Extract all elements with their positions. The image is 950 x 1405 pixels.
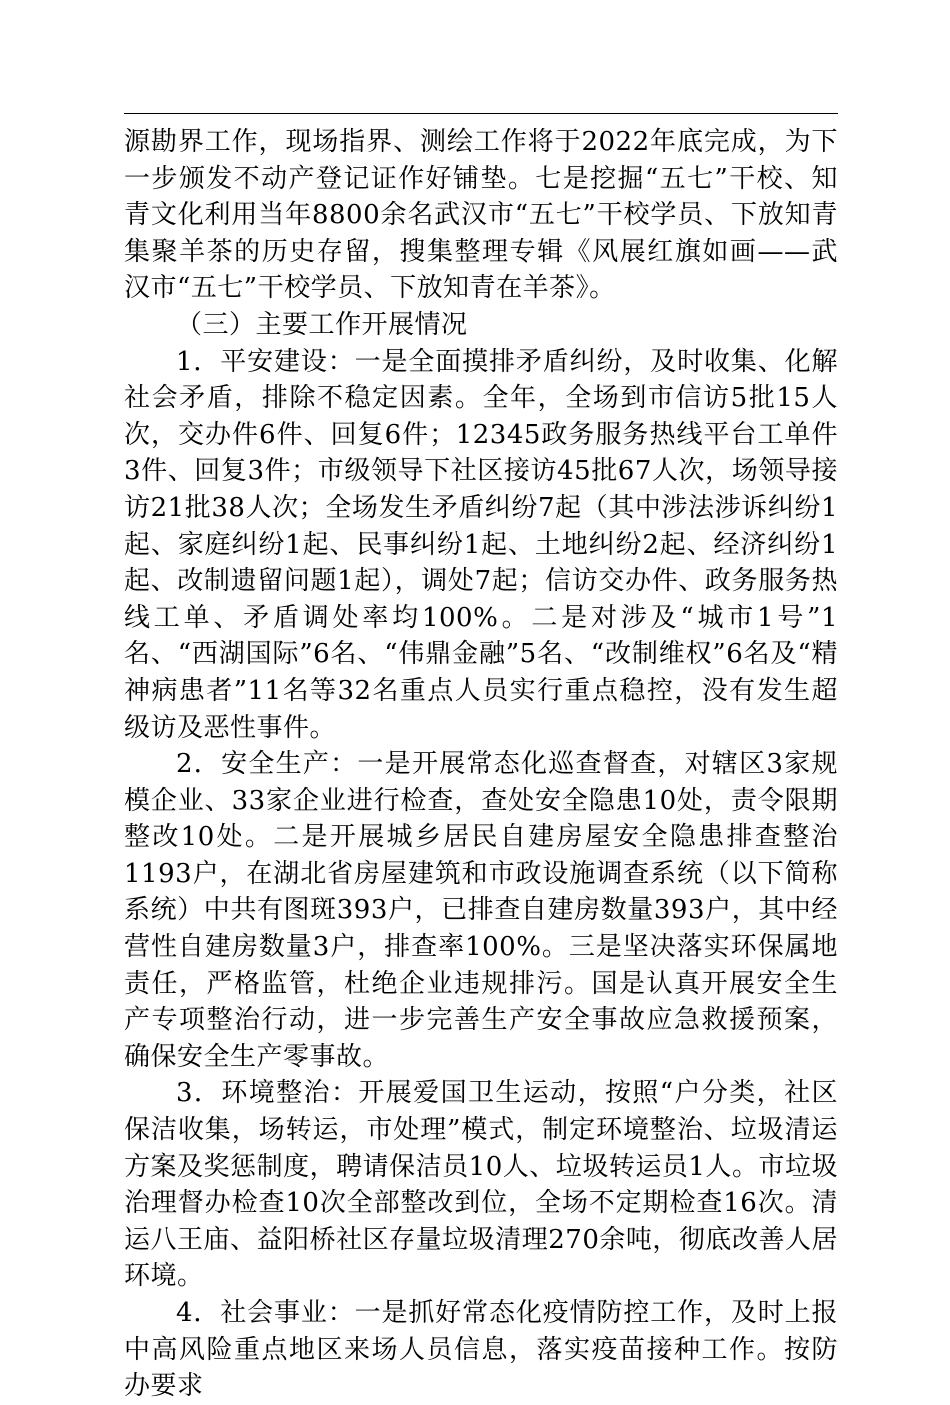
header-divider [124,113,838,114]
paragraph-social-affairs: 4．社会事业：一是抓好常态化疫情防控工作，及时上报中高风险重点地区来场人员信息，落实疫苗接种工作。按防办要求 [124,1298,838,1402]
paragraph-safety-building: 1．平安建设：一是全面摸排矛盾纠纷，及时收集、化解社会矛盾，排除不稳定因素。全年，全场到市信访5批15人次，交办件6件、回复6件；12345政务服务热线平台工单件3件、回复3件；市级领导下社区接访45批67人次，场领导接访21批38人次；全场发生矛盾纠纷7起（其中涉法涉诉纠纷1起、家庭纠纷1起、民事纠纷1起、土地纠纷2起、经济纠纷1起、改制遗留问题1起），调处7起；信访交办件、政务服务热线工单、矛盾调处率均100%。二是对涉及“城市1号”1名、“西湖国际”6名、“伟鼎金融”5名、“改制维权”6名及“精神病患者”11名等32名重点人员实行重点稳控，没有发生超级访及恶性事件。 [124,346,838,743]
document-body [124,124,838,1405]
paragraph-production-safety: 2．安全生产：一是开展常态化巡查督查，对辖区3家规模企业、33家企业进行检查，查处安全隐患10处，责令限期整改10处。二是开展城乡居民自建房屋安全隐患排查整治 1193户，在湖北省房屋建筑和市政设施调查系统（以下简称系统）中共有图斑393户，已排查自建房数量393户，其中经营性自建房数量3户，排查率100%。三是坚决落实环保属地责任，严格监管，杜绝企业违规排污。国是认真开展安全生产专项整治行动，进一步完善生产安全事故应急救援预案，确保安全生产零事故。 [124,749,838,1072]
paragraph-environment: 3．环境整治：开展爱国卫生运动，按照“户分类，社区保洁收集，场转运，市处理”模式，制定环境整治、垃圾清运方案及奖惩制度，聘请保洁员10人、垃圾转运员1人。市垃圾治理督办检查10次全部整改到位，全场不定期检查16次。清运八王庙、益阳桥社区存量垃圾清理270余吨，彻底改善人居环境。 [124,1078,838,1292]
section-heading: （三）主要工作开展情况 [176,309,468,340]
paragraph-continued: 源勘界工作，现场指界、测绘工作将于2022年底完成，为下一步颁发不动产登记证作好铺垫。七是挖掘“五七”干校、知青文化利用当年8800余名武汉市“五七”干校学员、下放知青集聚羊茶的历史存留，搜集整理专辑《风展红旗如画——武汉市“五七”干校学员、下放知青在羊茶》。 [124,127,838,304]
